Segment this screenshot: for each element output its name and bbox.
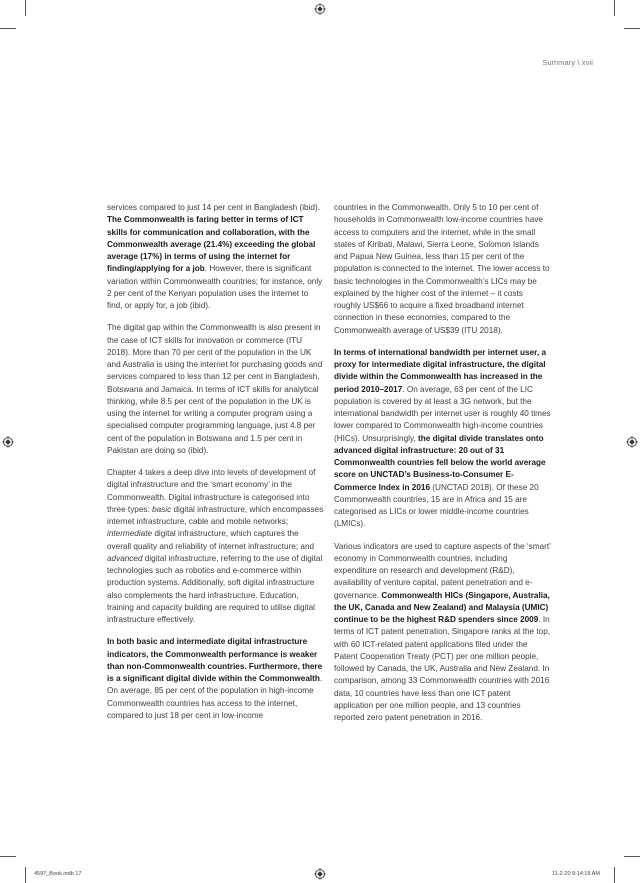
- highlight-text: Commonwealth HICs (Singapore, Australia, the UK, Canada and New Zealand) and Malaysia (UMIC) continue to be the highest R&D spenders since 2009: [334, 590, 550, 624]
- crop-mark: [624, 856, 640, 857]
- right-column: [334, 202, 551, 734]
- paragraph: The digital gap within the Commonwealth is also present in the case of ICT skills for innovation or commerce (ITU 2018). More than 70 per cent of the population in the UK and Australia is using the internet for purchasing goods and services compared to less than 12 per cent in Bangladesh, Botswana and Jamaica. In terms of ICT skills for analytical thinking, while 8.5 per cent of the population in the UK is using the internet for writing a computer program using a specialised computer programming language, just 4.8 per cent of the population in Botswana and 1.5 per cent in Pakistan are doing so (ibid).: [107, 323, 323, 455]
- footer-file-label: 4597_Book.indb 17: [34, 871, 82, 877]
- crop-mark: [624, 28, 640, 29]
- crop-mark: [614, 0, 615, 16]
- registration-mark-icon: [314, 3, 326, 15]
- registration-mark-icon: [2, 436, 14, 448]
- crop-mark: [0, 856, 16, 857]
- registration-mark-icon: [626, 436, 638, 448]
- running-head: Summary \ xvii: [542, 58, 593, 67]
- paragraph: In both basic and intermediate digital infrastructure indicators, the Commonwealth performance is weaker than non-Commonwealth countries. Furthermore, there is a significant digital divide within the Commonwealth. On average, 85 per cent of the population in high-income Commonwealth countries has access to the internet, compared to just 18 per cent in low-income: [107, 637, 323, 720]
- crop-mark: [25, 867, 26, 883]
- highlight-text: the digital divide translates onto advanced digital infrastructure: 20 out of 31 Commonwealth countries fell below the world average score on UNCTAD’s Business-to-Consumer E-Commerce Index in 2016: [334, 433, 546, 492]
- crop-mark: [0, 28, 16, 29]
- emphasis-text: intermediate: [107, 529, 153, 539]
- footer-timestamp: 11-2-20 9:14:19 AM: [552, 871, 600, 877]
- paragraph: In terms of international bandwidth per internet user, a proxy for intermediate digital infrastructure, the digital divide within the Commonwealth has increased in the period 2010–2017. On average, 63 per cent of the LIC population is covered by at least a 3G network, but the international bandwidth per internet user is roughly 40 times lower compared to Commonwealth high-income countries (HICs). Unsurprisingly, the digital divide translates onto advanced digital infrastructure: 20 out of 31 Commonwealth countries fell below the world average score on UNCTAD’s Business-to-Consumer E-Commerce Index in 2016 (UNCTAD 2018). Of these 20 Commonwealth countries, 15 are in Africa and 15 are categorised as LICs or lower middle-income countries (LMICs).: [334, 347, 551, 529]
- highlight-text: In both basic and intermediate digital infrastructure indicators, the Commonwealth performance is weaker than non-Commonwealth countries. Furthermore, there is a significant digital divide within the Commonwealth: [107, 637, 323, 683]
- paragraph: Chapter 4 takes a deep dive into levels of development of digital infrastructure and the ‘smart economy’ in the Commonwealth. Digital infrastructure is categorised into three types: basic digital infrastructure, which encompasses internet infrastructure, cable and mobile networks; intermediate digital infrastructure, which captures the overall quality and reliability of internet infrastructure; and advanced digital infrastructure, referring to the use of digital technologies such as robotics and e-commerce within production systems. Additionally, soft digital infrastructure also complements the hard infrastructure. Education, training and capacity building are required to utilise digital infrastructure effectively.: [107, 468, 324, 624]
- left-column: [107, 202, 324, 732]
- crop-mark: [614, 867, 615, 883]
- highlight-text: In terms of international bandwidth per internet user, a proxy for intermediate digital infrastructure, the digital divide within the Commonwealth has increased in the period 2010–2017: [334, 347, 546, 394]
- crop-mark: [25, 0, 26, 16]
- emphasis-text: advanced: [107, 553, 143, 563]
- paragraph: countries in the Commonwealth. Only 5 to 10 per cent of households in Commonwealth low-income countries have access to computers and the internet, while in the small states of Kiribati, Malawi, Sierra Leone, Solomon Islands and Papua New Guinea, less than 15 per cent of the population is connected to the internet. The lower access to basic technologies in the Commonwealth’s LICs may be explained by the higher cost of the internet – it costs roughly US$66 to acquire a fixed broadband internet connection in these economies, compared to the Commonwealth average of US$39 (ITU 2018).: [334, 203, 550, 335]
- paragraph: services compared to just 14 per cent in Bangladesh (ibid). The Commonwealth is faring better in terms of ICT skills for communication and collaboration, with the Commonwealth average (21.4%) exceeding the global average (17%) in terms of using the internet for finding/applying for a job. However, there is significant variation within Commonwealth countries; for instance, only 2 per cent of the Kenyan population uses the internet to find, or apply for, a job (ibid).: [107, 203, 323, 310]
- highlight-text: The Commonwealth is faring better in terms of ICT skills for communication and collaboration, with the Commonwealth average (21.4%) exceeding the global average (17%) in terms of using the internet for finding/applying for a job: [107, 215, 316, 274]
- emphasis-text: basic: [152, 504, 172, 514]
- registration-mark-icon: [314, 868, 326, 880]
- paragraph: Various indicators are used to capture aspects of the ‘smart’ economy in Commonwealth countries, including expenditure on research and development (R&D), availability of venture capital, patent penetration and e-governance. Commonwealth HICs (Singapore, Australia, the UK, Canada and New Zealand) and Malaysia (UMIC) continue to be the highest R&D spenders since 2009. In terms of ICT patent penetration, Singapore ranks at the top, with 60 ICT-related patent applications filed under the Patent Cooperation Treaty (PCT) per one million people, followed by Canada, the UK, Australia and New Zealand. In comparison, among 33 Commonwealth countries with 2016 data, 10 countries have less than one ICT patent application per one million people, and 13 countries reported zero patent penetration in 2016.: [334, 541, 551, 722]
